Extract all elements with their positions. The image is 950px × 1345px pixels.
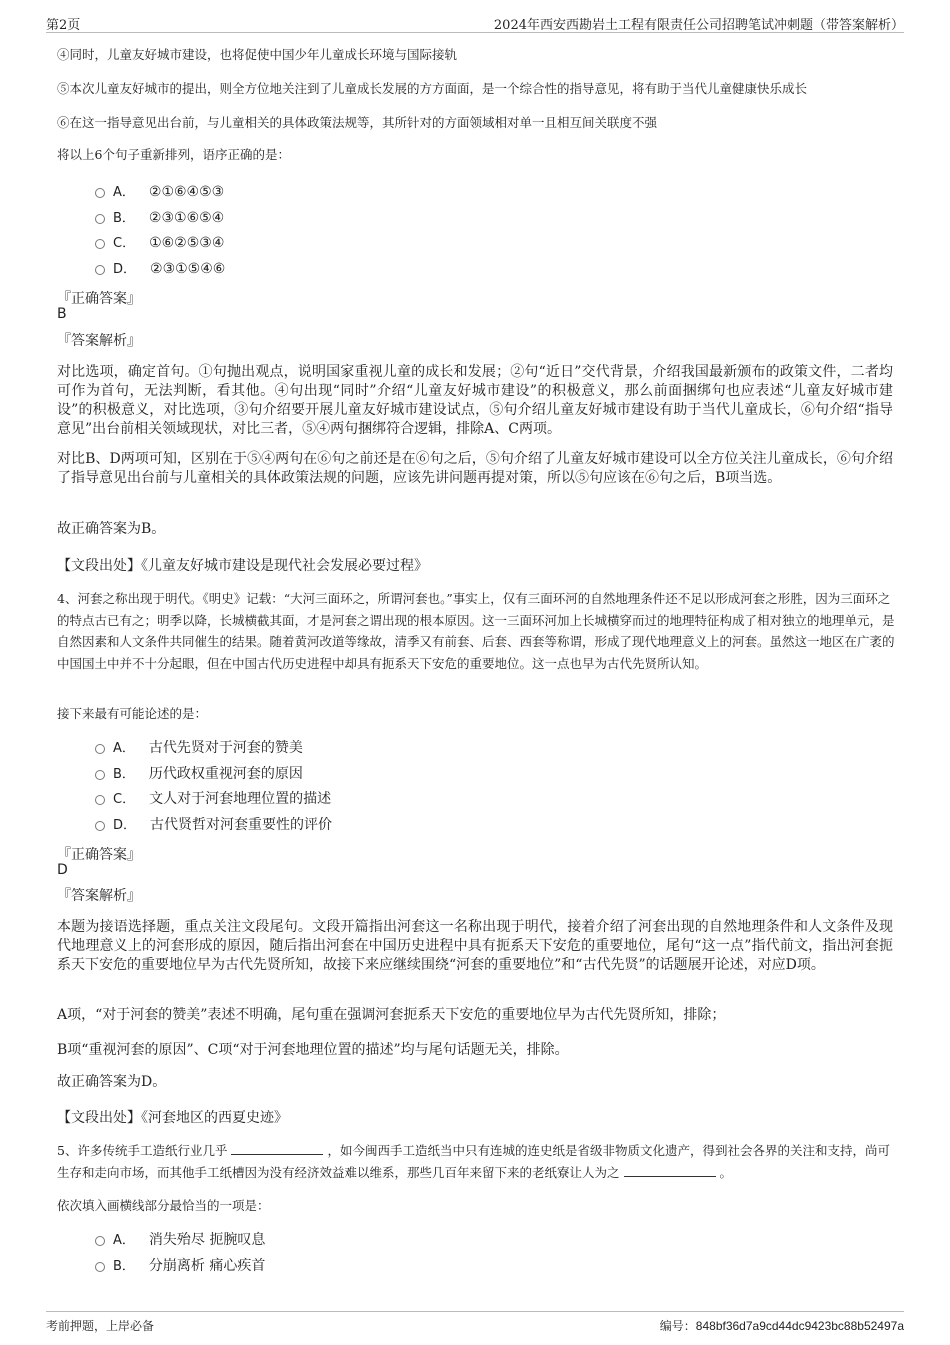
option-b[interactable]: B． ②③①⑥⑤④ (95, 206, 225, 232)
document-title: 2024年西安西勘岩土工程有限责任公司招聘笔试冲刺题（带答案解析） (493, 18, 904, 33)
radio-icon[interactable] (95, 214, 105, 224)
radio-icon[interactable] (95, 744, 105, 754)
analysis-paragraph: B项“重视河套的原因”、C项“对于河套地理位置的描述”均与尾句话题无关，排除。 (57, 1042, 569, 1058)
answer-label: 『正确答案』 (57, 291, 141, 307)
fill-blank-2 (624, 1164, 716, 1177)
source-citation (57, 555, 428, 575)
answer-label: 『正确答案』 (57, 847, 141, 863)
analysis-conclusion: 故正确答案为D。 (57, 1074, 167, 1090)
q4-options (95, 736, 332, 838)
q4-passage: 4、河套之称出现于明代。《明史》记载：“大河三面环之，所谓河套也。”事实上，仅有三面环河的自然地理条件还不足以形成河套之形胜，因为三面环之的特点古已有之；明季以降，长城横截其面，才是河套之谓出现的根本原因。这一三面环河加上长城横穿而过的地理特征构成了相对独立的地理单元，是自然因素和人文条件共同催生的结果。随着黄河改道等缘故，清季又有前套、后套、西套等称谓，形成了现代地理意义上的河套。虽然这一地区在广袤的中国国土中并不十分起眼，但在中国古代历史进程中却具有扼系天下安危的重要地位。这一点也早为古代先贤所认知。 (57, 591, 895, 671)
sentence-4: ④同时，儿童友好城市建设，也将促使中国少年儿童成长环境与国际接轨 (57, 47, 458, 62)
analysis-label: 『答案解析』 (57, 888, 141, 904)
page-number: 第2页 (46, 18, 81, 33)
radio-icon[interactable] (95, 795, 105, 805)
source-title: 《儿童友好城市建设是现代社会发展必要过程》 (141, 558, 428, 574)
radio-icon[interactable] (95, 239, 105, 249)
radio-icon[interactable] (95, 265, 105, 275)
q3-options (95, 180, 225, 282)
option-a[interactable]: A． 古代先贤对于河套的赞美 (95, 736, 332, 762)
option-b[interactable]: B． 历代政权重视河套的原因 (95, 762, 332, 788)
radio-icon[interactable] (95, 1236, 105, 1246)
q5-passage: 5、许多传统手工造纸行业几乎 ，如今闽西手工造纸当中只有连城的连史纸是省级非物质文化遗产，得到社会各界的关注和支持，尚可生存和走向市场，而其他手工纸槽因为没有经济效益难以维系，那些几百年来留下来的老纸寮让人为之 。 (57, 1143, 890, 1180)
source-label: 【文段出处】 (57, 1110, 141, 1126)
option-c[interactable]: C． ①⑥②⑤③④ (95, 231, 225, 257)
fill-blank-1 (231, 1142, 323, 1155)
analysis-paragraph: 对比B、D两项可知，区别在于⑤④两句在⑥句之前还是在⑥句之后，⑤句介绍了儿童友好城市建设可以全方位关注儿童成长，⑥句介绍了指导意见出台前与儿童相关的具体政策法规的问题，应该先讲问题再提对策，所以⑤句应该在⑥句之后，B项当选。 (57, 451, 893, 486)
q5-options (95, 1228, 265, 1279)
radio-icon[interactable] (95, 770, 105, 780)
page-header (46, 12, 904, 33)
analysis-paragraph: 对比选项，确定首句。①句抛出观点，说明国家重视儿童的成长和发展；②句“近日”交代背景，介绍我国最新颁布的政策文件，二者均可作为首句，无法判断，看其他。④句出现“同时”介绍“儿童友好城市建设”的积极意义，那么前面捆绑句也应表述“儿童友好城市建设”的积极意义，对比选项，③句介绍要开展儿童友好城市建设试点，⑤句介绍儿童友好城市建设有助于当代儿童成长，⑥句介绍“指导意见”出台前相关领域现状，对比三者，⑤④两句捆绑符合逻辑，排除A、C两项。 (57, 364, 893, 437)
question-prompt: 将以上6个句子重新排列，语序正确的是： (57, 147, 290, 162)
radio-icon[interactable] (95, 821, 105, 831)
radio-icon[interactable] (95, 1262, 105, 1272)
sentence-6: ⑥在这一指导意见出台前，与儿童相关的具体政策法规等，其所针对的方面领域相对单一且相互间关联度不强 (57, 115, 658, 130)
radio-icon[interactable] (95, 188, 105, 198)
footer-slogan: 考前押题，上岸必备 (46, 1319, 155, 1333)
option-b[interactable]: B． 分崩离析 痛心疾首 (95, 1254, 265, 1280)
option-c[interactable]: C． 文人对于河套地理位置的描述 (95, 787, 332, 813)
option-d[interactable]: D． 古代贤哲对河套重要性的评价 (95, 813, 332, 839)
answer-value: D (57, 862, 68, 878)
analysis-paragraph: 本题为接语选择题，重点关注文段尾句。文段开篇指出河套这一名称出现于明代，接着介绍了河套出现的自然地理条件和人文条件及现代地理意义上的河套形成的原因，随后指出河套在中国历史进程中具有扼系天下安危的重要地位，尾句“这一点”指代前文，指出河套扼系天下安危的重要地位早为古代先贤所知，故接下来应继续围绕“河套的重要地位”和“古代先贤”的话题展开论述，对应D项。 (57, 919, 893, 973)
source-citation (57, 1107, 288, 1127)
question-prompt: 接下来最有可能论述的是： (57, 706, 208, 721)
page-footer (46, 1311, 904, 1336)
option-a[interactable]: A． ②①⑥④⑤③ (95, 180, 225, 206)
source-title: 《河套地区的西夏史迹》 (141, 1110, 288, 1126)
option-d[interactable]: D． ②③①⑤④⑥ (95, 257, 225, 283)
analysis-paragraph: A项，“对于河套的赞美”表述不明确，尾句重在强调河套扼系天下安危的重要地位早为古代先贤所知，排除； (57, 1007, 726, 1023)
analysis-label: 『答案解析』 (57, 333, 141, 349)
analysis-conclusion: 故正确答案为B。 (57, 521, 166, 537)
question-prompt: 依次填入画横线部分最恰当的一项是： (57, 1198, 270, 1213)
document-code: 编号：848bf36d7a9cd44dc9423bc88b52497a (659, 1319, 904, 1333)
answer-value: B (57, 306, 67, 322)
source-label: 【文段出处】 (57, 558, 141, 574)
option-a[interactable]: A． 消失殆尽 扼腕叹息 (95, 1228, 265, 1254)
sentence-5: ⑤本次儿童友好城市的提出，则全方位地关注到了儿童成长发展的方方面面，是一个综合性的指导意见，将有助于当代儿童健康快乐成长 (57, 81, 808, 96)
